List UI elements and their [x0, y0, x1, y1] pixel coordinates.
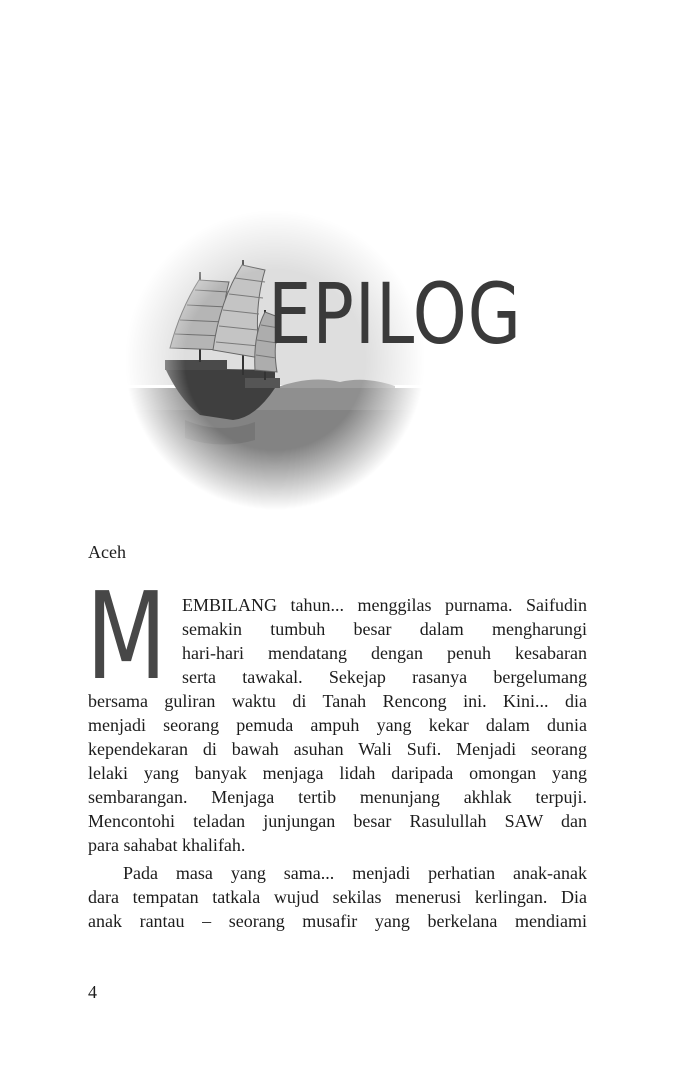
text-line: sembarangan. Menjaga tertib menunjang akhlak terpuji. — [88, 787, 587, 807]
text-line: bersama guliran waktu di Tanah Rencong ini. Kini... dia — [88, 691, 587, 711]
text-line: dara tempatan tatkala wujud sekilas menerusi kerlingan. Dia — [88, 887, 587, 907]
text-line: kependekaran di bawah asuhan Wali Sufi. Menjadi seorang — [88, 739, 587, 759]
text-line: hari-hari mendatang dengan penuh kesabaran — [182, 643, 587, 663]
text-line: lelaki yang banyak menjaga lidah daripada omongan yang — [88, 763, 587, 783]
text-line: menjadi seorang pemuda ampuh yang kekar dalam dunia — [88, 715, 587, 735]
chapter-title: EPILOG — [268, 265, 522, 363]
drop-cap: M — [86, 568, 167, 707]
text-line: para sahabat khalifah. — [88, 835, 246, 855]
page-number: 4 — [88, 982, 97, 1002]
text-line: serta tawakal. Sekejap rasanya bergelumang — [182, 667, 587, 687]
text-line: EMBILANG tahun... menggilas purnama. Saifudin — [182, 595, 587, 615]
place-heading: Aceh — [88, 542, 126, 562]
text-line: Mencontohi teladan junjungan besar Rasulullah SAW dan — [88, 811, 587, 831]
text-line: anak rantau – seorang musafir yang berkelana mendiami — [88, 911, 587, 931]
text-line: Pada masa yang sama... menjadi perhatian anak-anak — [123, 863, 587, 883]
text-line: semakin tumbuh besar dalam mengharungi — [182, 619, 587, 639]
